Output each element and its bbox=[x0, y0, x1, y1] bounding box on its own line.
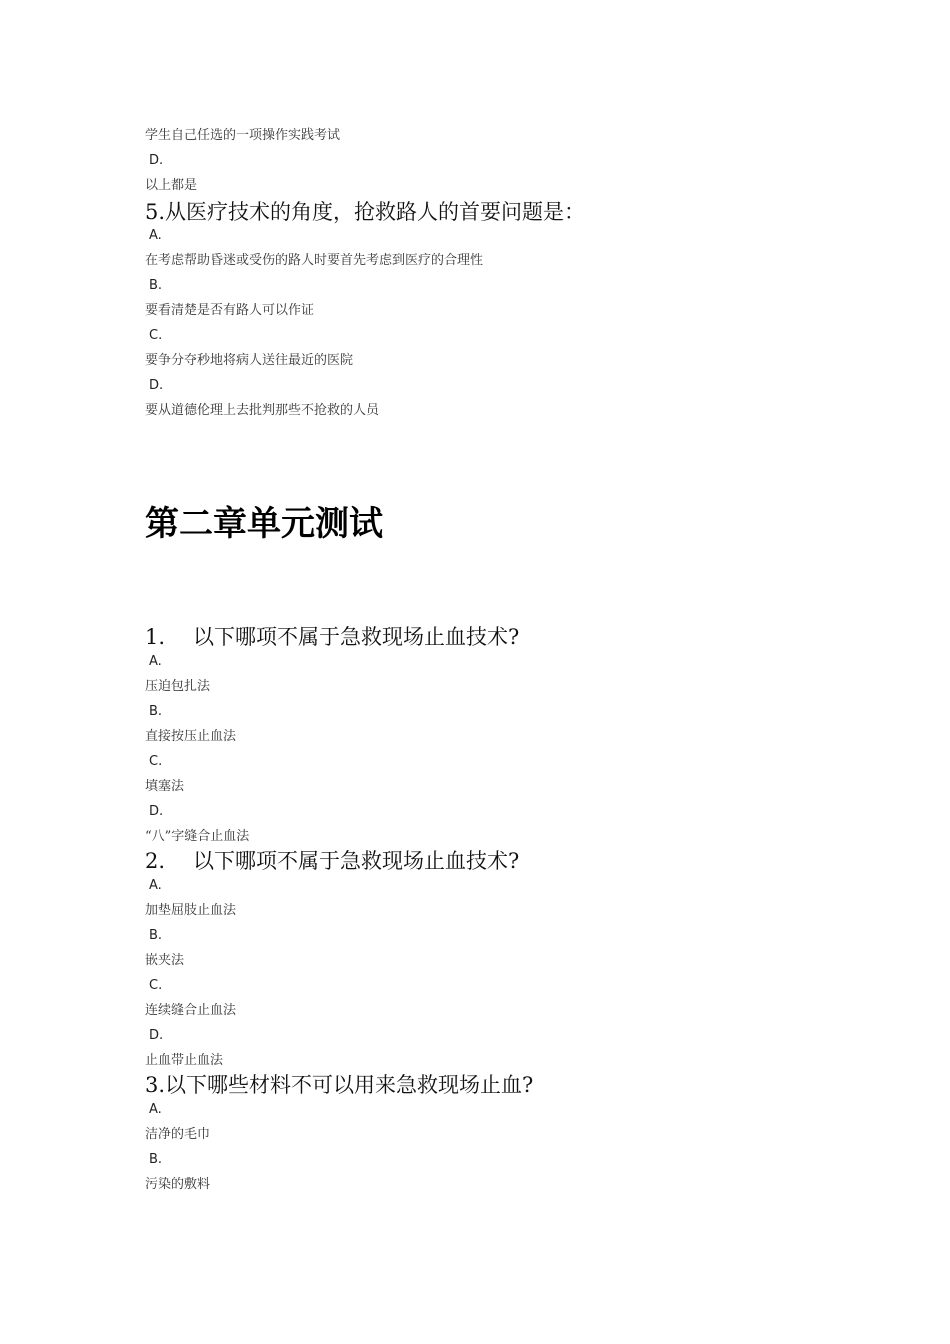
question-number: 2. bbox=[145, 849, 166, 873]
option-letter: D. bbox=[149, 804, 164, 819]
question-text: 以下哪项不属于急救现场止血技术? bbox=[193, 625, 520, 649]
option-letter: A. bbox=[149, 878, 162, 893]
option-letter: C. bbox=[149, 328, 163, 343]
option-letter: A. bbox=[149, 228, 162, 243]
option-text: 加垫屈肢止血法 bbox=[145, 903, 237, 918]
question-title bbox=[145, 847, 519, 875]
option-letter: B. bbox=[149, 1152, 163, 1167]
option-letter: A. bbox=[149, 654, 162, 669]
option-letter: B. bbox=[149, 704, 163, 719]
option-text: 要看清楚是否有路人可以作证 bbox=[145, 303, 315, 318]
option-text: 嵌夹法 bbox=[145, 953, 185, 968]
question-number: 3. bbox=[145, 1073, 166, 1097]
option-text: 学生自己任选的一项操作实践考试 bbox=[145, 128, 341, 143]
option-text: 要争分夺秒地将病人送往最近的医院 bbox=[145, 353, 354, 368]
option-text: 填塞法 bbox=[145, 779, 185, 794]
option-text: “八”字缝合止血法 bbox=[145, 829, 250, 844]
question-number: 5. bbox=[145, 200, 166, 224]
question-number: 1. bbox=[145, 625, 166, 649]
option-text: 洁净的毛巾 bbox=[145, 1127, 211, 1142]
chapter-heading: 第二章单元测试 bbox=[145, 504, 383, 544]
option-text: 污染的敷料 bbox=[145, 1177, 211, 1192]
question-text: 以下哪项不属于急救现场止血技术? bbox=[193, 849, 520, 873]
option-letter: B. bbox=[149, 928, 163, 943]
option-text: 直接按压止血法 bbox=[145, 729, 237, 744]
option-letter: C. bbox=[149, 754, 163, 769]
question-title bbox=[145, 1071, 533, 1099]
option-text: 压迫包扎法 bbox=[145, 679, 211, 694]
option-text: 止血带止血法 bbox=[145, 1053, 224, 1068]
option-letter: B. bbox=[149, 278, 163, 293]
option-letter: D. bbox=[149, 153, 164, 168]
question-text: 从医疗技术的角度，抢救路人的首要问题是： bbox=[165, 200, 586, 224]
question-title bbox=[145, 623, 519, 651]
option-letter: D. bbox=[149, 1028, 164, 1043]
option-text: 在考虑帮助昏迷或受伤的路人时要首先考虑到医疗的合理性 bbox=[145, 253, 484, 268]
option-letter: A. bbox=[149, 1102, 162, 1117]
question-text: 以下哪些材料不可以用来急救现场止血? bbox=[165, 1073, 534, 1097]
option-text: 连续缝合止血法 bbox=[145, 1003, 237, 1018]
option-text: 要从道德伦理上去批判那些不抢救的人员 bbox=[145, 403, 380, 418]
option-letter: C. bbox=[149, 978, 163, 993]
option-letter: D. bbox=[149, 378, 164, 393]
question-title bbox=[145, 198, 585, 226]
option-text: 以上都是 bbox=[145, 178, 198, 193]
